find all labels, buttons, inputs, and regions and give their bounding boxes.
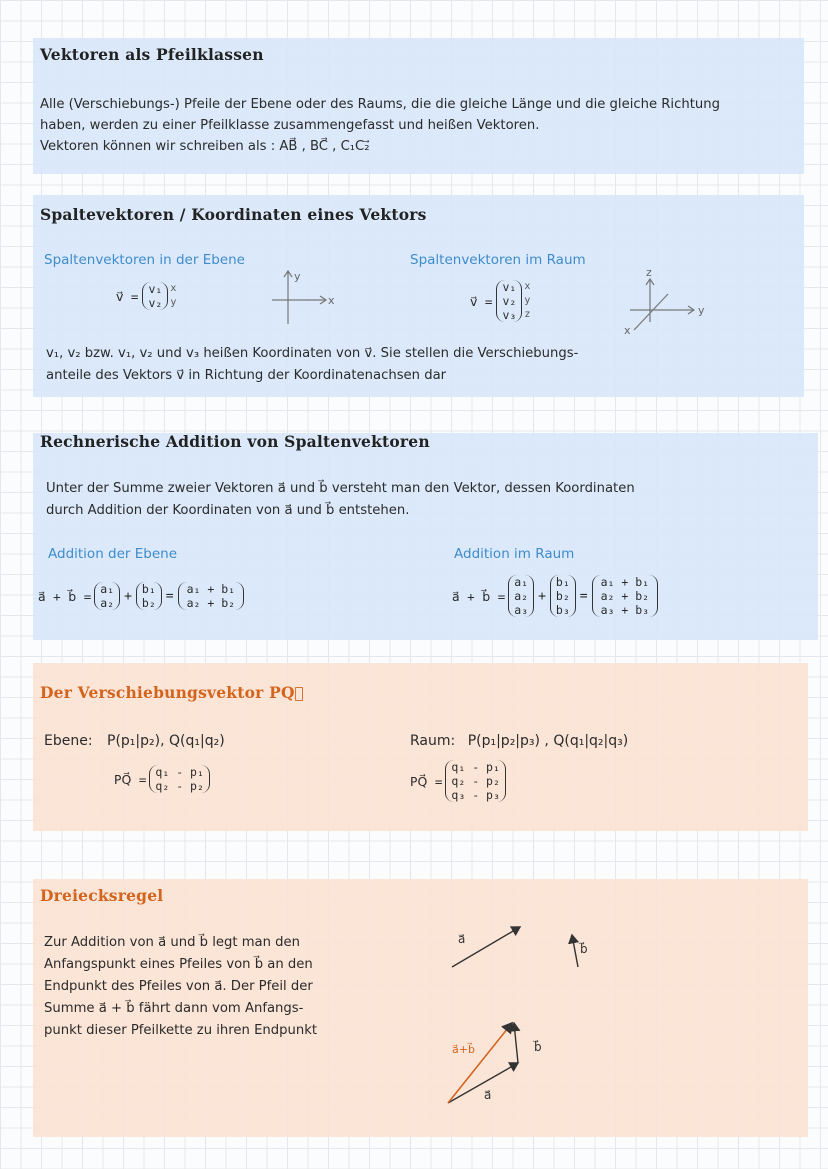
label-a-chain: a⃗ xyxy=(484,1088,492,1102)
plus-sign: + xyxy=(124,588,132,604)
axis-label: z xyxy=(524,309,531,320)
sum-label: a⃗ + b⃗ = xyxy=(38,588,92,604)
vector-a-chain-arrow xyxy=(448,1063,518,1103)
triangle-rule-diagram xyxy=(430,905,630,1115)
vector-entry: a₃ xyxy=(514,603,529,617)
vector-entry: a₂ + b₂ xyxy=(600,589,650,603)
text-line: haben, werden zu einer Pfeilklasse zusammengefasst und heißen Vektoren. xyxy=(40,118,540,133)
vector-entry: q₁ - p₁ xyxy=(155,765,204,779)
pq-vector-ebene xyxy=(114,765,210,793)
vector-b-arrow xyxy=(572,935,578,967)
vector-entry: a₃ + b₃ xyxy=(600,603,650,617)
text-line: Endpunkt des Pfeiles von a⃗. Der Pfeil der xyxy=(44,979,313,994)
axis-label-z: z xyxy=(646,266,652,279)
section-title-spaltenvektoren: Spaltevektoren / Koordinaten eines Vektors xyxy=(40,205,427,224)
points-text: P(p₁|p₂), Q(q₁|q₂) xyxy=(107,733,225,749)
pq-vector-raum xyxy=(410,760,506,802)
column-vector-raum xyxy=(470,280,535,322)
axis-label-x: x xyxy=(624,324,631,337)
vector-entry: q₁ - p₁ xyxy=(451,760,500,774)
equals-sign: = xyxy=(579,588,588,604)
section-title-verschiebungsvektor: Der Verschiebungsvektor PQ⃗ xyxy=(40,683,304,702)
vector-entry: a₁ + b₁ xyxy=(600,575,650,589)
vector-entry: a₁ xyxy=(514,575,529,589)
sum-label: a⃗ + b⃗ = xyxy=(452,588,506,604)
text-line: Zur Addition von a⃗ und b⃗ legt man den xyxy=(44,935,301,950)
axes-3d-icon xyxy=(620,266,710,340)
label-ebene: Ebene: xyxy=(44,733,93,749)
label-raum: Raum: xyxy=(410,733,456,749)
pq-label: PQ⃗ = xyxy=(114,771,147,787)
vector-entry: q₃ - p₃ xyxy=(451,788,500,802)
points-text: P(p₁|p₂|p₃) , Q(q₁|q₂|q₃) xyxy=(467,733,629,749)
vector-entry: b₂ xyxy=(555,589,570,603)
text-line: Unter der Summe zweier Vektoren a⃗ und b⃗ versteht man den Vektor, dessen Koordinaten xyxy=(46,481,635,496)
vector-sum-arrow xyxy=(448,1023,512,1103)
vector-entry: a₁ xyxy=(100,582,115,596)
label-b: b⃗ xyxy=(580,942,588,956)
points-raum xyxy=(410,731,628,751)
label-a: a⃗ xyxy=(458,932,466,946)
section-title-addition: Rechnerische Addition von Spaltenvektoren xyxy=(40,432,430,451)
vector-entry: b₁ xyxy=(555,575,570,589)
vector-entry: a₂ + b₂ xyxy=(186,596,236,610)
axis-label-y: y xyxy=(698,304,705,317)
vector-entry: b₂ xyxy=(141,596,156,610)
label-b-chain: b⃗ xyxy=(534,1040,542,1054)
section-title-dreiecksregel: Dreiecksregel xyxy=(40,886,164,905)
vector-label: v⃗ = xyxy=(470,293,493,309)
axis-label: y xyxy=(170,297,177,308)
vector-entry: v₁ xyxy=(502,280,517,294)
text-line: v₁, v₂ bzw. v₁, v₂ und v₃ heißen Koordinaten von v⃗. Sie stellen die Verschiebungs- xyxy=(46,346,579,361)
vector-b-chain-arrow xyxy=(514,1023,518,1063)
text-line: anteile des Vektors v⃗ in Richtung der Koordinatenachsen dar xyxy=(46,368,447,383)
addition-formula-raum xyxy=(452,575,658,617)
text-line: Anfangspunkt eines Pfeiles von b⃗ an den xyxy=(44,957,313,972)
vector-label: v⃗ = xyxy=(116,288,139,304)
equals-sign: = xyxy=(165,588,174,604)
plus-sign: + xyxy=(538,588,546,604)
vector-entry: a₂ xyxy=(100,596,115,610)
axis-label-y: y xyxy=(294,270,301,283)
subtitle-addition-ebene: Addition der Ebene xyxy=(48,546,178,562)
axes-2d-icon xyxy=(268,268,338,328)
vector-entry: q₂ - p₂ xyxy=(451,774,500,788)
axis-label: y xyxy=(524,295,531,306)
subtitle-raum: Spaltenvektoren im Raum xyxy=(410,252,586,268)
vector-entry: b₁ xyxy=(141,582,156,596)
text-line: punkt dieser Pfeilkette zu ihren Endpunkt xyxy=(44,1023,318,1038)
vector-entry: b₃ xyxy=(555,603,570,617)
addition-formula-ebene xyxy=(38,582,244,610)
vector-entry: v₃ xyxy=(502,308,517,322)
subtitle-ebene: Spaltenvektoren in der Ebene xyxy=(44,252,245,268)
vector-entry: a₁ + b₁ xyxy=(186,582,236,596)
points-ebene xyxy=(44,731,225,751)
label-sum: a⃗+b⃗ xyxy=(452,1043,475,1056)
vector-entry: v₂ xyxy=(148,296,163,310)
vector-entry: q₂ - p₂ xyxy=(155,779,204,793)
text-line: Summe a⃗ + b⃗ fährt dann vom Anfangs- xyxy=(44,1001,304,1016)
text-line: Alle (Verschiebungs-) Pfeile der Ebene oder des Raums, die die gleiche Länge und die gleiche Richtung xyxy=(40,97,720,112)
section-title-pfeilklassen: Vektoren als Pfeilklassen xyxy=(40,45,264,64)
vector-entry: a₂ xyxy=(514,589,529,603)
text-line: durch Addition der Koordinaten von a⃗ und b⃗ entstehen. xyxy=(46,503,410,518)
column-vector-ebene xyxy=(116,282,181,310)
axis-label: x xyxy=(524,281,531,292)
pq-label: PQ⃗ = xyxy=(410,773,443,789)
vector-entry: v₁ xyxy=(148,282,163,296)
text-line: Vektoren können wir schreiben als : AB⃗ , BC⃗ , C₁C₂⃗ xyxy=(40,139,370,154)
axis-label: x xyxy=(170,283,177,294)
axis-label-x: x xyxy=(328,294,335,307)
vector-entry: v₂ xyxy=(502,294,517,308)
subtitle-addition-raum: Addition im Raum xyxy=(454,546,575,562)
